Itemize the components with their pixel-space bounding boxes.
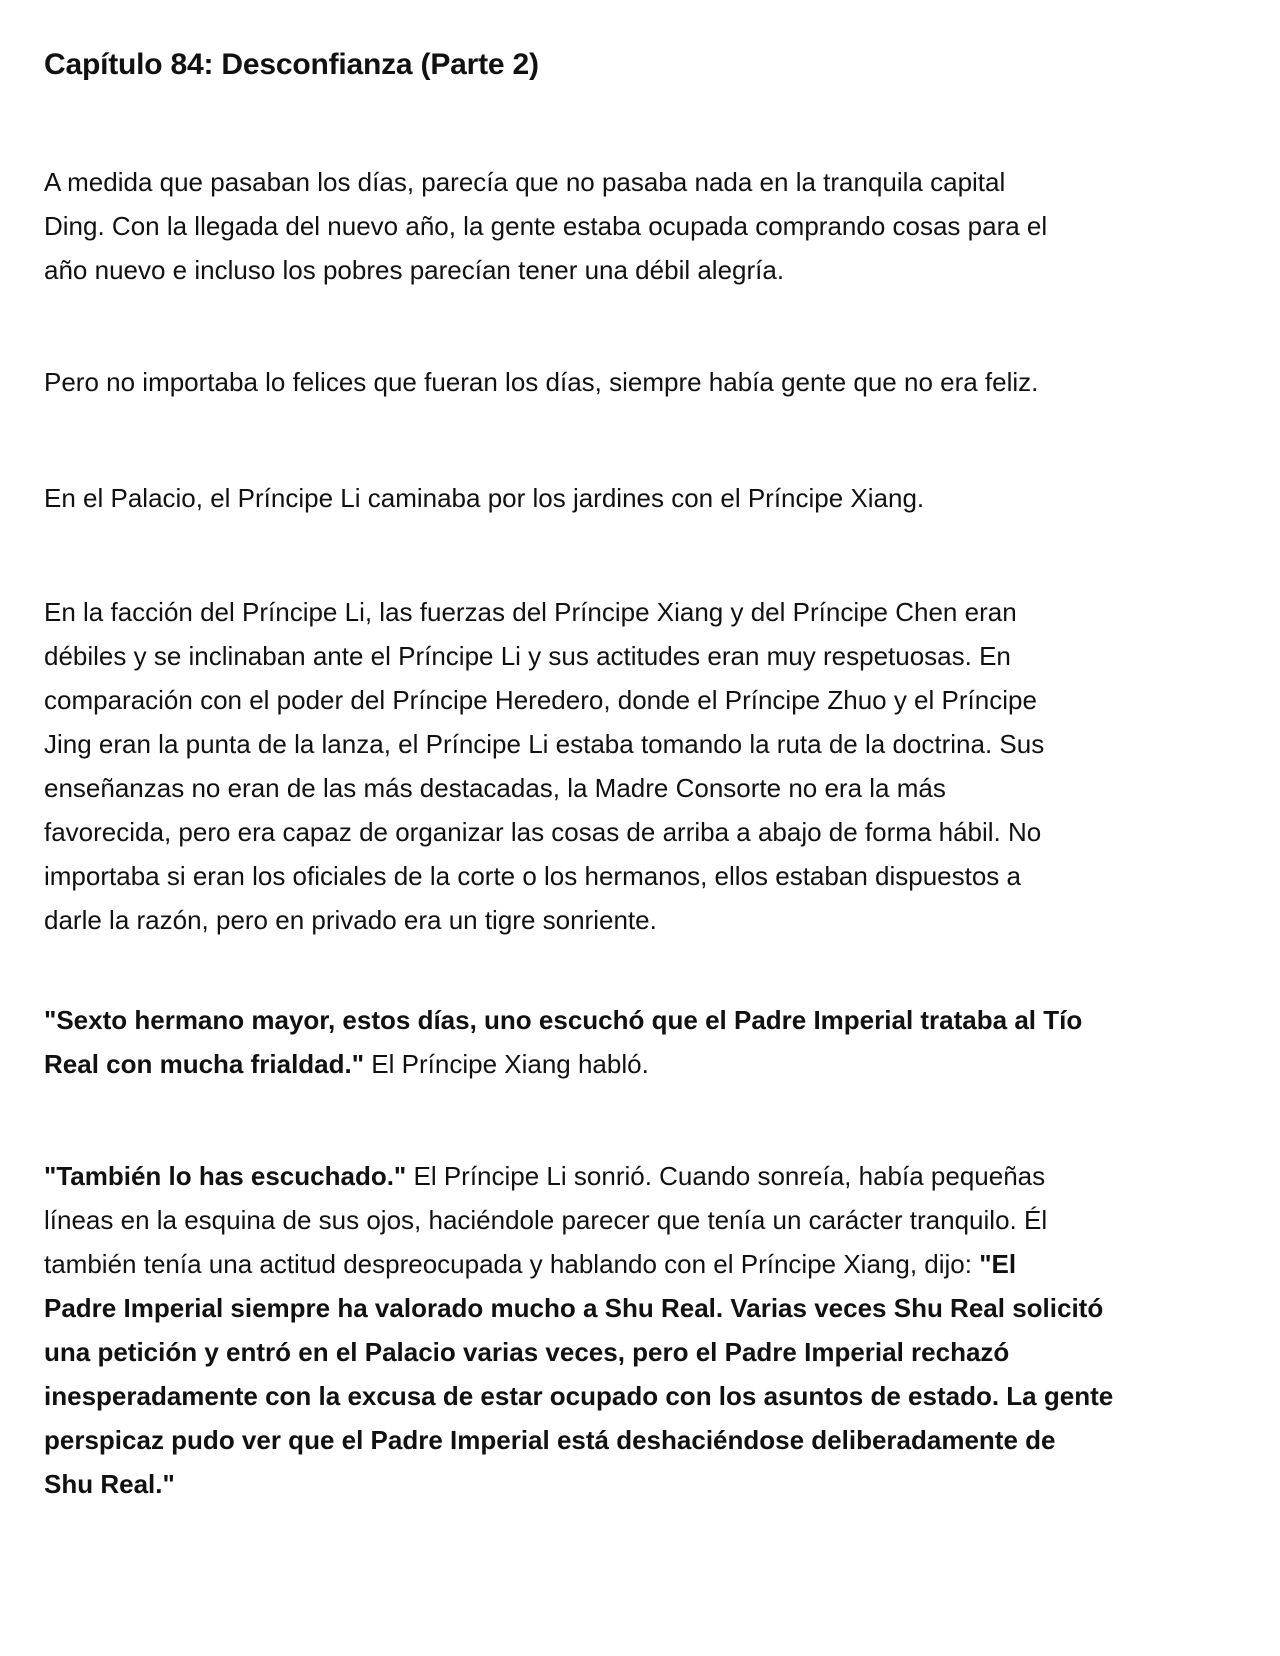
paragraph-6 xyxy=(44,1154,1224,1506)
paragraph-line: En la facción del Príncipe Li, las fuerzas del Príncipe Xiang y del Príncipe Chen eran xyxy=(44,597,1017,627)
paragraph-line: En el Palacio, el Príncipe Li caminaba por los jardines con el Príncipe Xiang. xyxy=(44,483,925,513)
paragraph-line: favorecida, pero era capaz de organizar las cosas de arriba a abajo de forma hábil. No xyxy=(44,817,1042,847)
dialogue-fragment: "El xyxy=(979,1249,1017,1279)
paragraph-5 xyxy=(44,998,1224,1086)
narration-fragment: El Príncipe Xiang habló. xyxy=(364,1049,649,1079)
paragraph-4 xyxy=(44,590,1224,942)
dialogue-line: inesperadamente con la excusa de estar ocupado con los asuntos de estado. La gente xyxy=(44,1381,1114,1411)
paragraph-line: enseñanzas no eran de las más destacadas, la Madre Consorte no era la más xyxy=(44,773,946,803)
dialogue-fragment: Real con mucha frialdad." xyxy=(44,1049,365,1079)
paragraph-line: Ding. Con la llegada del nuevo año, la gente estaba ocupada comprando cosas para el xyxy=(44,211,1048,241)
narration-fragment: también tenía una actitud despreocupada y hablando con el Príncipe Xiang, dijo: xyxy=(44,1249,980,1279)
paragraph-3 xyxy=(44,476,1224,520)
paragraph-line: Pero no importaba lo felices que fueran los días, siempre había gente que no era feliz. xyxy=(44,367,1039,397)
paragraph-line: darle la razón, pero en privado era un tigre sonriente. xyxy=(44,905,657,935)
paragraph-line: comparación con el poder del Príncipe Heredero, donde el Príncipe Zhuo y el Príncipe xyxy=(44,685,1037,715)
dialogue-line: "Sexto hermano mayor, estos días, uno escuchó que el Padre Imperial trataba al Tío xyxy=(44,1005,1083,1035)
paragraph-line: Jing eran la punta de la lanza, el Príncipe Li estaba tomando la ruta de la doctrina. Sus xyxy=(44,729,1045,759)
chapter-title: Capítulo 84: Desconfianza (Parte 2) xyxy=(44,48,539,81)
dialogue-fragment: "También lo has escuchado." xyxy=(44,1161,407,1191)
paragraph-line: débiles y se inclinaban ante el Príncipe Li y sus actitudes eran muy respetuosas. En xyxy=(44,641,1011,671)
paragraph-line: importaba si eran los oficiales de la corte o los hermanos, ellos estaban dispuestos a xyxy=(44,861,1021,891)
paragraph-2 xyxy=(44,360,1224,404)
dialogue-line: Shu Real." xyxy=(44,1469,175,1499)
dialogue-line: perspicaz pudo ver que el Padre Imperial está deshaciéndose deliberadamente de xyxy=(44,1425,1056,1455)
narration-fragment: El Príncipe Li sonrió. Cuando sonreía, había pequeñas xyxy=(406,1161,1046,1191)
paragraph-line: año nuevo e incluso los pobres parecían tener una débil alegría. xyxy=(44,255,785,285)
paragraph-1 xyxy=(44,160,1224,292)
dialogue-line: una petición y entró en el Palacio varias veces, pero el Padre Imperial rechazó xyxy=(44,1337,1010,1367)
paragraph-line: líneas en la esquina de sus ojos, haciéndole parecer que tenía un carácter tranquilo. Él xyxy=(44,1205,1048,1235)
dialogue-line: Padre Imperial siempre ha valorado mucho a Shu Real. Varias veces Shu Real solicitó xyxy=(44,1293,1104,1323)
paragraph-line: A medida que pasaban los días, parecía que no pasaba nada en la tranquila capital xyxy=(44,167,1006,197)
